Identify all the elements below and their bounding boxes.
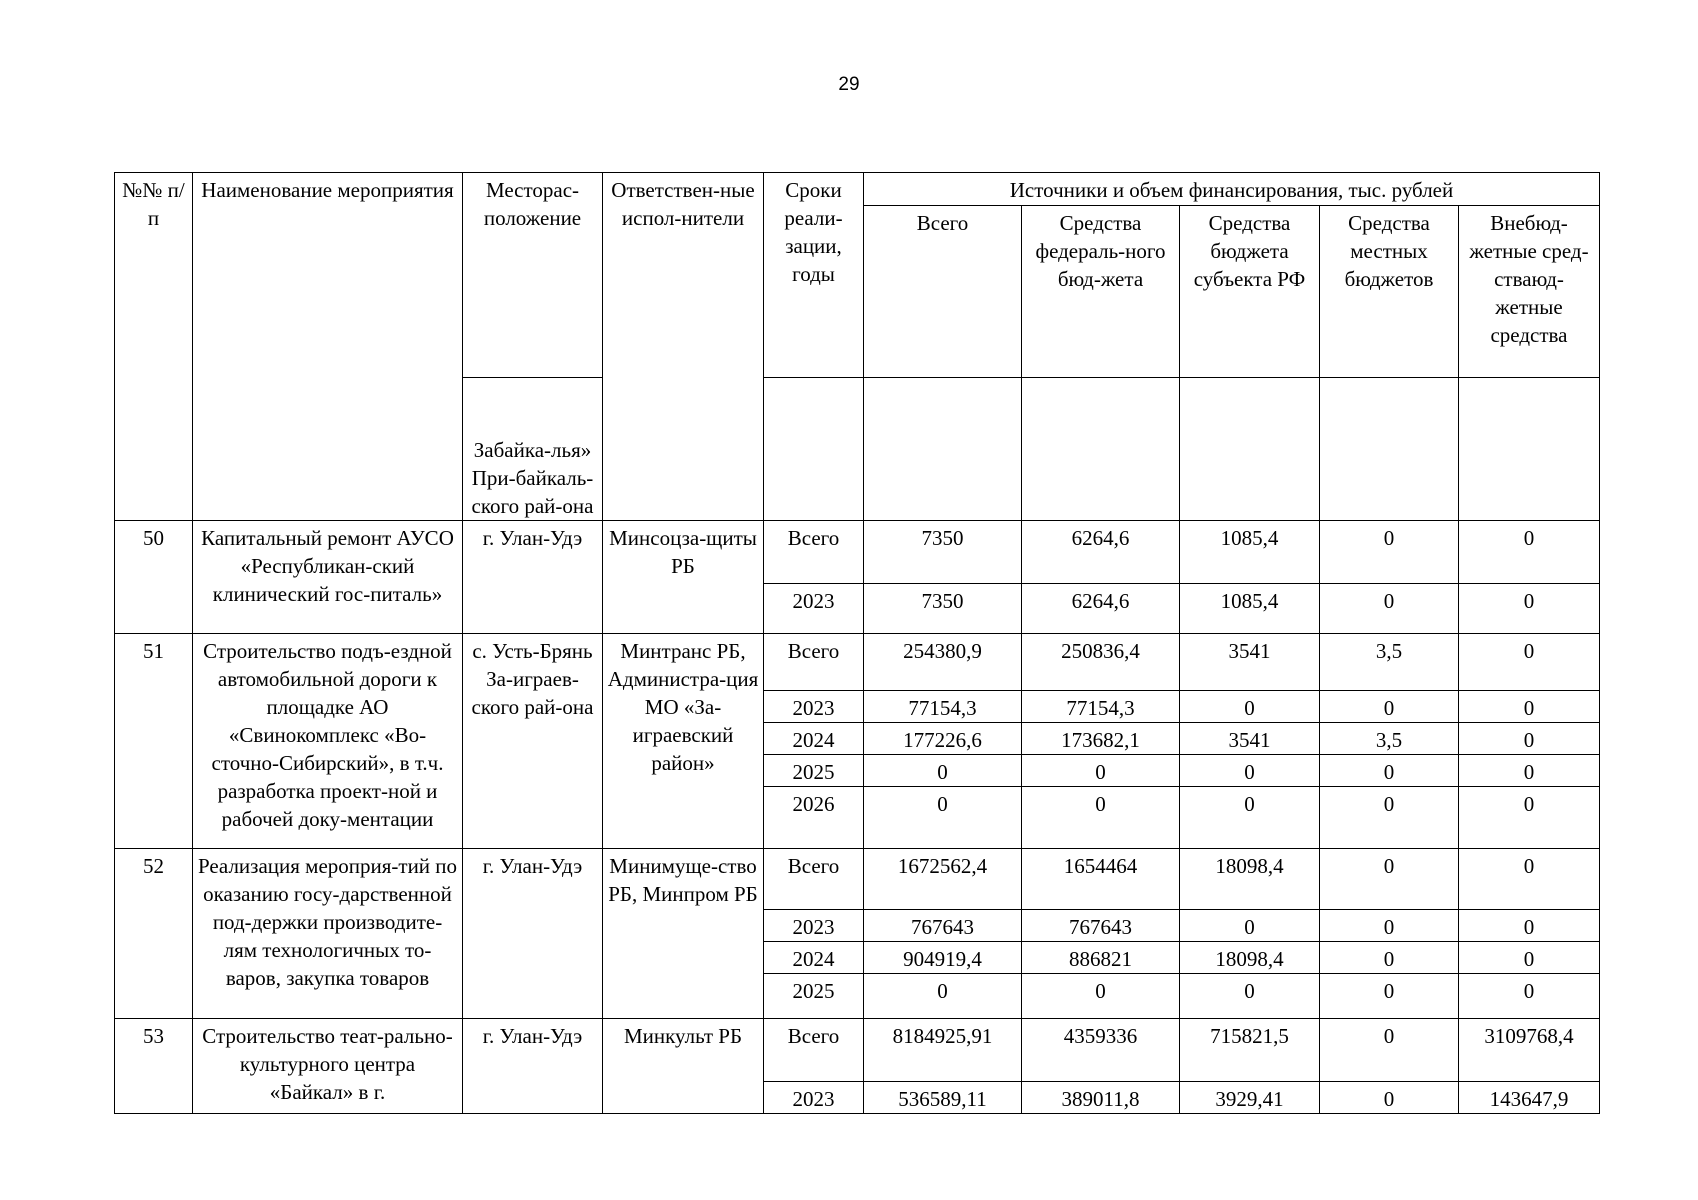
cell-federal: 173682,1 bbox=[1022, 723, 1180, 755]
cell-local: 0 bbox=[1320, 942, 1459, 974]
row-executors: Минкульт РБ bbox=[603, 1019, 764, 1114]
cell-year: Всего bbox=[764, 1019, 864, 1082]
cell-subject: 1085,4 bbox=[1180, 521, 1320, 584]
header-subject: Средства бюджета субъекта РФ bbox=[1180, 206, 1320, 378]
row-location: г. Улан-Удэ bbox=[463, 1019, 603, 1114]
page-number: 29 bbox=[838, 74, 860, 95]
cell-year: 2023 bbox=[764, 691, 864, 723]
cell-extra: 0 bbox=[1459, 787, 1600, 849]
row-location: г. Улан-Удэ bbox=[463, 849, 603, 1019]
cell-year: 2024 bbox=[764, 723, 864, 755]
cell-extra: 0 bbox=[1459, 521, 1600, 584]
cell-total: 254380,9 bbox=[864, 634, 1022, 691]
header-location: Месторас-положение bbox=[463, 173, 603, 378]
cell-year: 2025 bbox=[764, 974, 864, 1019]
row-executors: Минтранс РБ, Администра-ция МО «За-играевский район» bbox=[603, 634, 764, 849]
cell-federal: 1654464 bbox=[1022, 849, 1180, 910]
cell-federal: 0 bbox=[1022, 787, 1180, 849]
cell-subject: 715821,5 bbox=[1180, 1019, 1320, 1082]
table-row bbox=[115, 634, 1600, 691]
row-num: 50 bbox=[115, 521, 193, 634]
header-local: Средства местных бюджетов bbox=[1320, 206, 1459, 378]
cell-subject: 0 bbox=[1180, 787, 1320, 849]
cell-subject: 1085,4 bbox=[1180, 584, 1320, 634]
row-executors: Минсоцза-щиты РБ bbox=[603, 521, 764, 634]
cell-year: 2024 bbox=[764, 942, 864, 974]
cell-subject: 3541 bbox=[1180, 634, 1320, 691]
header-executors: Ответствен-ные испол-нители bbox=[603, 173, 764, 521]
cell-total: 0 bbox=[864, 974, 1022, 1019]
cell-local: 3,5 bbox=[1320, 634, 1459, 691]
cell-subject: 3929,41 bbox=[1180, 1082, 1320, 1114]
cell-subject: 18098,4 bbox=[1180, 849, 1320, 910]
cell-local: 0 bbox=[1320, 584, 1459, 634]
cell-local: 0 bbox=[1320, 691, 1459, 723]
cell-federal: 77154,3 bbox=[1022, 691, 1180, 723]
row-name: Реализация мероприя-тий по оказанию госу-дарственной под-держки производите-лям технологичных то-варов, закупка товаров bbox=[193, 849, 463, 1019]
carryover-federal bbox=[1022, 378, 1180, 521]
cell-local: 0 bbox=[1320, 910, 1459, 942]
cell-subject: 0 bbox=[1180, 910, 1320, 942]
cell-total: 7350 bbox=[864, 521, 1022, 584]
cell-subject: 18098,4 bbox=[1180, 942, 1320, 974]
cell-total: 177226,6 bbox=[864, 723, 1022, 755]
cell-federal: 389011,8 bbox=[1022, 1082, 1180, 1114]
row-name: Строительство теат-рально-культурного центра «Байкал» в г. bbox=[193, 1019, 463, 1114]
cell-extra: 3109768,4 bbox=[1459, 1019, 1600, 1082]
cell-year: 2023 bbox=[764, 584, 864, 634]
cell-local: 0 bbox=[1320, 1019, 1459, 1082]
cell-total: 0 bbox=[864, 755, 1022, 787]
header-years: Сроки реали-зации, годы bbox=[764, 173, 864, 378]
financing-table bbox=[114, 172, 1600, 1114]
header-name: Наименование мероприятия bbox=[193, 173, 463, 521]
cell-total: 7350 bbox=[864, 584, 1022, 634]
header-financing: Источники и объем финансирования, тыс. рублей bbox=[864, 173, 1600, 206]
cell-subject: 0 bbox=[1180, 691, 1320, 723]
row-location: с. Усть-Брянь За-играев-ского рай-она bbox=[463, 634, 603, 849]
cell-subject: 3541 bbox=[1180, 723, 1320, 755]
cell-local: 0 bbox=[1320, 755, 1459, 787]
cell-total: 904919,4 bbox=[864, 942, 1022, 974]
cell-year: 2025 bbox=[764, 755, 864, 787]
carryover-extra bbox=[1459, 378, 1600, 521]
cell-federal: 886821 bbox=[1022, 942, 1180, 974]
cell-year: Всего bbox=[764, 521, 864, 584]
cell-year: 2023 bbox=[764, 910, 864, 942]
cell-federal: 0 bbox=[1022, 755, 1180, 787]
cell-extra: 0 bbox=[1459, 691, 1600, 723]
carryover-total bbox=[864, 378, 1022, 521]
cell-federal: 6264,6 bbox=[1022, 521, 1180, 584]
cell-local: 3,5 bbox=[1320, 723, 1459, 755]
cell-local: 0 bbox=[1320, 1082, 1459, 1114]
cell-subject: 0 bbox=[1180, 974, 1320, 1019]
cell-extra: 0 bbox=[1459, 974, 1600, 1019]
header-total: Всего bbox=[864, 206, 1022, 378]
row-num: 52 bbox=[115, 849, 193, 1019]
cell-extra: 0 bbox=[1459, 723, 1600, 755]
cell-total: 1672562,4 bbox=[864, 849, 1022, 910]
carryover-local bbox=[1320, 378, 1459, 521]
cell-federal: 250836,4 bbox=[1022, 634, 1180, 691]
cell-local: 0 bbox=[1320, 787, 1459, 849]
header-extra: Внебюд-жетные сред-стваюд-жетные средства bbox=[1459, 206, 1600, 378]
cell-federal: 4359336 bbox=[1022, 1019, 1180, 1082]
row-executors: Минимуще-ство РБ, Минпром РБ bbox=[603, 849, 764, 1019]
table-row bbox=[115, 1019, 1600, 1082]
cell-extra: 0 bbox=[1459, 584, 1600, 634]
table-row bbox=[115, 521, 1600, 584]
row-num: 51 bbox=[115, 634, 193, 849]
cell-total: 77154,3 bbox=[864, 691, 1022, 723]
table-row bbox=[115, 849, 1600, 910]
cell-local: 0 bbox=[1320, 849, 1459, 910]
header-federal: Средства федераль-ного бюд-жета bbox=[1022, 206, 1180, 378]
carryover-location: Забайка-лья» При-байкаль-ского рай-она bbox=[463, 378, 603, 521]
carryover-subject bbox=[1180, 378, 1320, 521]
row-name: Капитальный ремонт АУСО «Республикан-ский клинический гос-питаль» bbox=[193, 521, 463, 634]
cell-year: 2023 bbox=[764, 1082, 864, 1114]
cell-federal: 767643 bbox=[1022, 910, 1180, 942]
cell-year: 2026 bbox=[764, 787, 864, 849]
cell-extra: 0 bbox=[1459, 942, 1600, 974]
cell-extra: 0 bbox=[1459, 634, 1600, 691]
cell-total: 767643 bbox=[864, 910, 1022, 942]
header-num: №№ п/п bbox=[115, 173, 193, 521]
header-row bbox=[115, 173, 1600, 206]
cell-extra: 143647,9 bbox=[1459, 1082, 1600, 1114]
cell-total: 8184925,91 bbox=[864, 1019, 1022, 1082]
cell-federal: 0 bbox=[1022, 974, 1180, 1019]
cell-extra: 0 bbox=[1459, 910, 1600, 942]
cell-extra: 0 bbox=[1459, 849, 1600, 910]
row-location: г. Улан-Удэ bbox=[463, 521, 603, 634]
row-num: 53 bbox=[115, 1019, 193, 1114]
cell-extra: 0 bbox=[1459, 755, 1600, 787]
cell-year: Всего bbox=[764, 634, 864, 691]
cell-local: 0 bbox=[1320, 974, 1459, 1019]
cell-total: 536589,11 bbox=[864, 1082, 1022, 1114]
cell-year: Всего bbox=[764, 849, 864, 910]
carryover-years bbox=[764, 378, 864, 521]
cell-total: 0 bbox=[864, 787, 1022, 849]
cell-local: 0 bbox=[1320, 521, 1459, 584]
cell-federal: 6264,6 bbox=[1022, 584, 1180, 634]
cell-subject: 0 bbox=[1180, 755, 1320, 787]
row-name: Строительство подъ-ездной автомобильной дороги к площадке АО «Свинокомплекс «Во-сточно-Сибирский», в т.ч. разработка проект-ной и рабочей доку-ментации bbox=[193, 634, 463, 849]
